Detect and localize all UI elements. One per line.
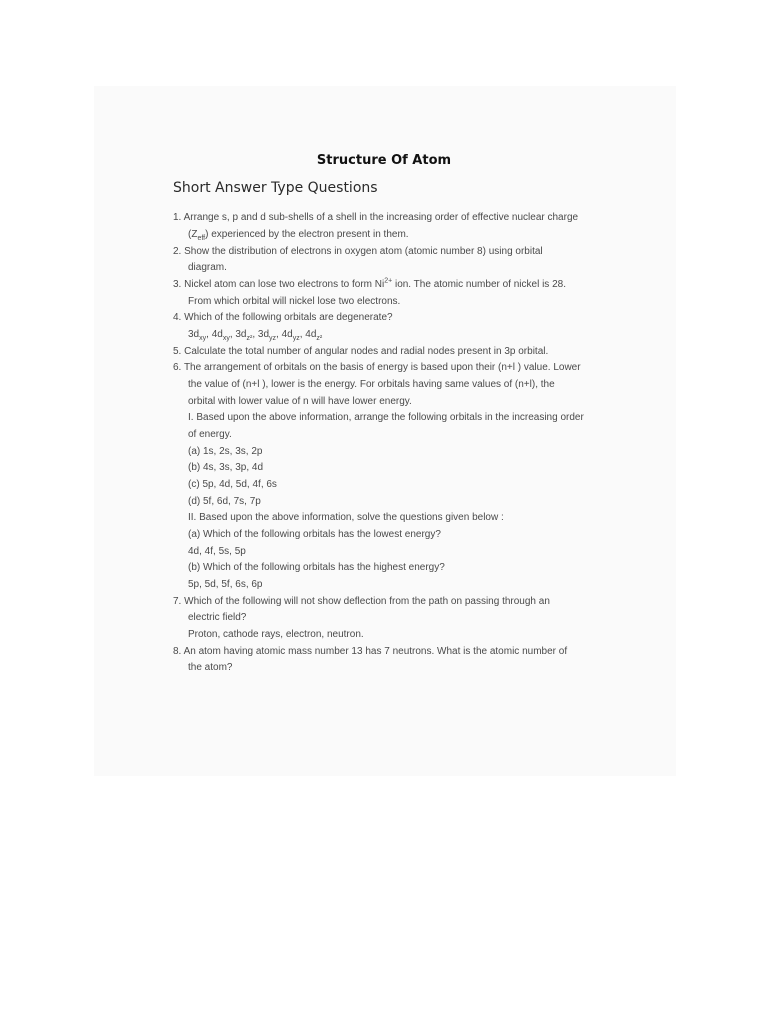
question-8-line-1: [173, 646, 567, 658]
text-fragment: ) experienced by the electron present in them.: [205, 229, 409, 240]
question-number: 3.: [173, 279, 182, 290]
question-number: 5.: [173, 346, 182, 357]
separator: ,: [276, 329, 282, 340]
question-number: 1.: [173, 212, 182, 223]
subscript: z²: [316, 335, 323, 342]
orbital: 4d: [211, 329, 223, 340]
question-6-sub-a: (a) Which of the following orbitals has the lowest energy?: [188, 529, 441, 540]
text-fragment: Nickel atom can lose two electrons to form Ni: [184, 279, 385, 290]
question-6-sub-a-options: 4d, 4f, 5s, 5p: [188, 546, 246, 557]
subscript: xy: [222, 335, 230, 342]
separator: ,: [299, 329, 306, 340]
question-2-line-1: [173, 246, 543, 258]
question-7-options: Proton, cathode rays, electron, neutron.: [188, 629, 364, 640]
question-1-line-1: [173, 212, 578, 224]
question-3-line-2: From which orbital will nickel lose two electrons.: [188, 296, 401, 307]
question-5-line-1: [173, 346, 548, 358]
subscript: z²: [246, 335, 253, 342]
text-fragment: (Z: [188, 229, 198, 240]
question-6-line: the value of (n+l ), lower is the energy. For orbitals having same values of (n+l), the: [188, 379, 555, 390]
question-7-line: electric field?: [188, 612, 247, 623]
subscript: yz: [292, 335, 300, 342]
question-text: Which of the following orbitals are degenerate?: [184, 312, 393, 323]
question-text: The arrangement of orbitals on the basis of energy is based upon their (n+l ) value. Lower: [183, 362, 581, 373]
question-number: 4.: [173, 312, 182, 323]
separator: ,: [229, 329, 236, 340]
question-6-line: orbital with lower value of n will have lower energy.: [188, 396, 412, 407]
orbital: 4d: [305, 329, 317, 340]
question-6-part-2: II. Based upon the above information, solve the questions given below :: [188, 512, 504, 523]
question-8-line: the atom?: [188, 662, 233, 673]
document-title: Structure Of Atom: [316, 153, 452, 168]
question-6-option-a: (a) 1s, 2s, 3s, 2p: [188, 446, 263, 457]
question-6-sub-b-options: 5p, 5d, 5f, 6s, 6p: [188, 579, 263, 590]
question-2-line-2: diagram.: [188, 262, 227, 273]
question-6-option-c: (c) 5p, 4d, 5d, 4f, 6s: [188, 479, 277, 490]
orbital: 4d: [281, 329, 293, 340]
question-6-option-b: (b) 4s, 3s, 3p, 4d: [188, 462, 264, 473]
question-6-line-1: [173, 362, 581, 374]
subscript: eff: [197, 235, 206, 242]
question-1-line-2: [188, 229, 409, 241]
question-text: Arrange s, p and d sub-shells of a shell in the increasing order of effective nuclear charge: [183, 212, 579, 223]
question-number: 2.: [173, 246, 182, 257]
question-6-option-d: (d) 5f, 6d, 7s, 7p: [188, 496, 261, 507]
question-7-line-1: [173, 596, 550, 608]
section-subtitle: Short Answer Type Questions: [173, 180, 378, 196]
question-6-sub-b: (b) Which of the following orbitals has the highest energy?: [188, 562, 445, 573]
question-number: 7.: [173, 596, 182, 607]
superscript: 2+: [384, 277, 393, 285]
question-number: 6.: [173, 362, 182, 373]
question-text: An atom having atomic mass number 13 has 7 neutrons. What is the atomic number of: [183, 646, 568, 657]
text-fragment: ion. The atomic number of nickel is 28.: [392, 279, 566, 290]
question-number: 8.: [173, 646, 182, 657]
question-4-line-1: [173, 312, 393, 324]
subscript: yz: [269, 335, 277, 342]
separator: ,: [206, 329, 212, 340]
question-6-part-1: I. Based upon the above information, arrange the following orbitals in the increasing order: [188, 412, 584, 423]
subscript: xy: [199, 335, 207, 342]
orbital-list: [188, 329, 322, 341]
question-3-line-1: [173, 279, 566, 291]
separator: ,: [252, 329, 258, 340]
orbital: 3d: [257, 329, 270, 340]
question-text: Show the distribution of electrons in oxygen atom (atomic number 8) using orbital: [184, 246, 543, 257]
question-6-line: of energy.: [188, 429, 232, 440]
question-text: Which of the following will not show deflection from the path on passing through an: [184, 596, 550, 607]
question-text: Calculate the total number of angular nodes and radial nodes present in 3p orbital.: [184, 346, 549, 357]
orbital: 3d: [235, 329, 247, 340]
orbital: 3d: [188, 329, 200, 340]
